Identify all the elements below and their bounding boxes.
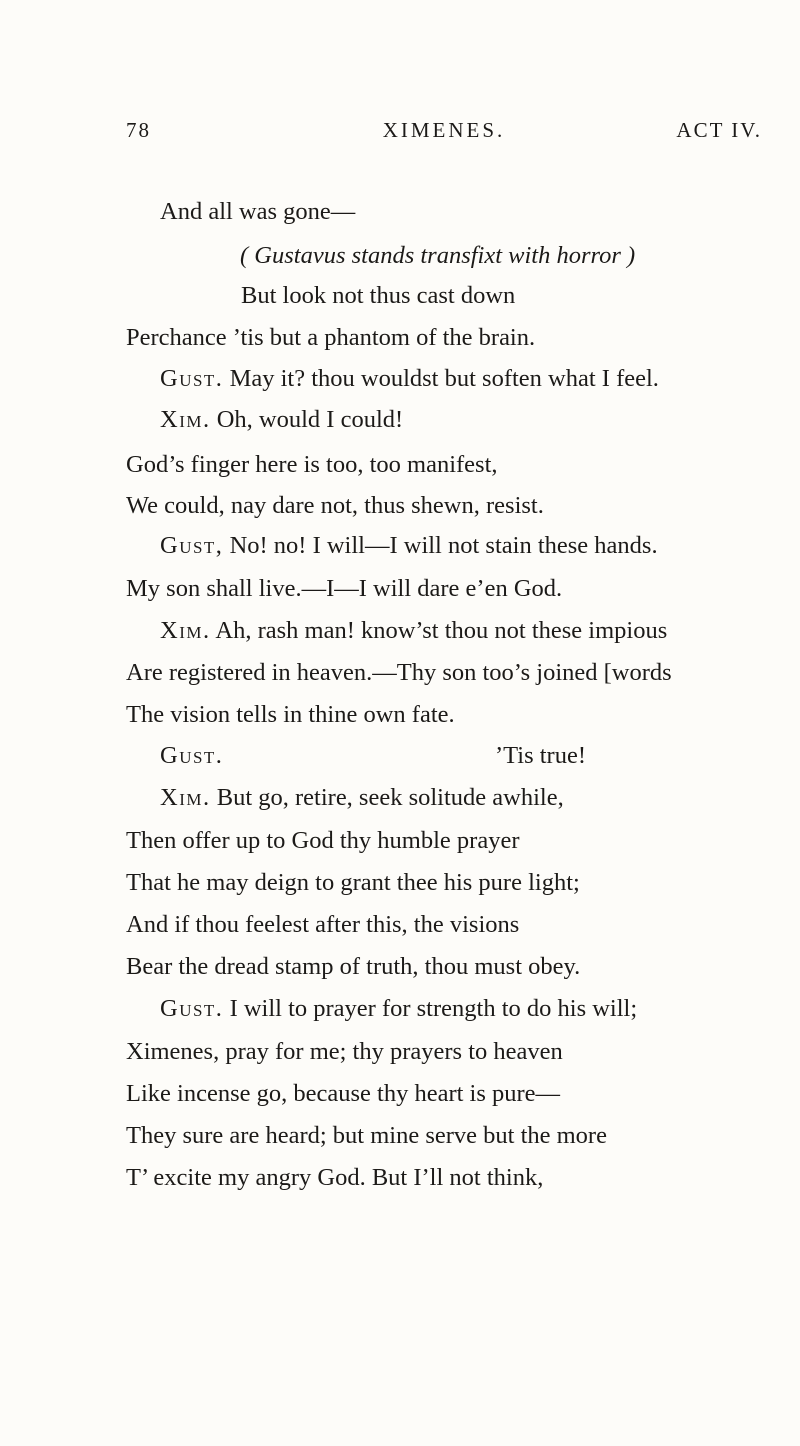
speech-text: Oh, would I could! — [216, 406, 404, 433]
text-line: God’s finger here is too, too manifest, — [126, 451, 498, 478]
speech-text: Ah, rash man! know’st thou not these impious — [215, 617, 668, 644]
dialogue-line — [160, 616, 667, 646]
speaker-name: Xim. — [160, 784, 211, 811]
speech-text: I will to prayer for strength to do his will; — [229, 995, 638, 1022]
text-line: They sure are heard; but mine serve but the more — [126, 1122, 607, 1149]
text-line: But look not thus cast down — [241, 282, 516, 309]
text-line: The vision tells in thine own fate. — [126, 701, 455, 728]
dialogue-line — [160, 783, 564, 813]
text-line: And all was gone— — [160, 198, 356, 225]
text-line: And if thou feelest after this, the visions — [126, 911, 520, 938]
stage-direction: ( Gustavus stands transfixt with horror ) — [240, 242, 636, 269]
page-number: 78 — [126, 118, 151, 142]
text-line: We could, nay dare not, thus shewn, resist. — [126, 492, 544, 519]
text-line: T’ excite my angry God. But I’ll not think, — [126, 1164, 544, 1191]
speaker-name: Xim. — [160, 406, 211, 433]
dialogue-line — [160, 741, 720, 771]
text-line: Bear the dread stamp of truth, thou must obey. — [126, 953, 581, 980]
running-header — [126, 118, 762, 148]
speaker-name: Gust. — [160, 995, 224, 1022]
speaker-name: Xim. — [160, 617, 211, 644]
dialogue-line — [160, 994, 637, 1024]
text-line: Then offer up to God thy humble prayer — [126, 827, 520, 854]
speaker-name: Gusт, — [160, 532, 224, 559]
text-line: Ximenes, pray for me; thy prayers to heaven — [126, 1038, 563, 1065]
dialogue-line — [160, 364, 659, 394]
speech-text: No! no! I will—I will not stain these hands. — [229, 532, 658, 559]
act-label: ACT IV. — [676, 118, 762, 142]
text-line: Like incense go, because thy heart is pure— — [126, 1080, 561, 1107]
speech-text: ’Tis true! — [495, 742, 586, 769]
text-line: Are registered in heaven.—Thy son too’s joined [words — [126, 659, 672, 686]
text-line: Perchance ’tis but a phantom of the brain. — [126, 324, 536, 351]
dialogue-line — [160, 531, 658, 561]
text-line: That he may deign to grant thee his pure light; — [126, 869, 580, 896]
speech-text: May it? thou wouldst but soften what I feel. — [229, 365, 659, 392]
running-title: XIMENES. — [382, 118, 506, 142]
text-line: My son shall live.—I—I will dare e’en God. — [126, 575, 563, 602]
speaker-name: Gust. — [160, 742, 224, 769]
speaker-name: Gust. — [160, 365, 224, 392]
speech-text: But go, retire, seek solitude awhile, — [216, 784, 564, 811]
dialogue-line — [160, 405, 403, 435]
